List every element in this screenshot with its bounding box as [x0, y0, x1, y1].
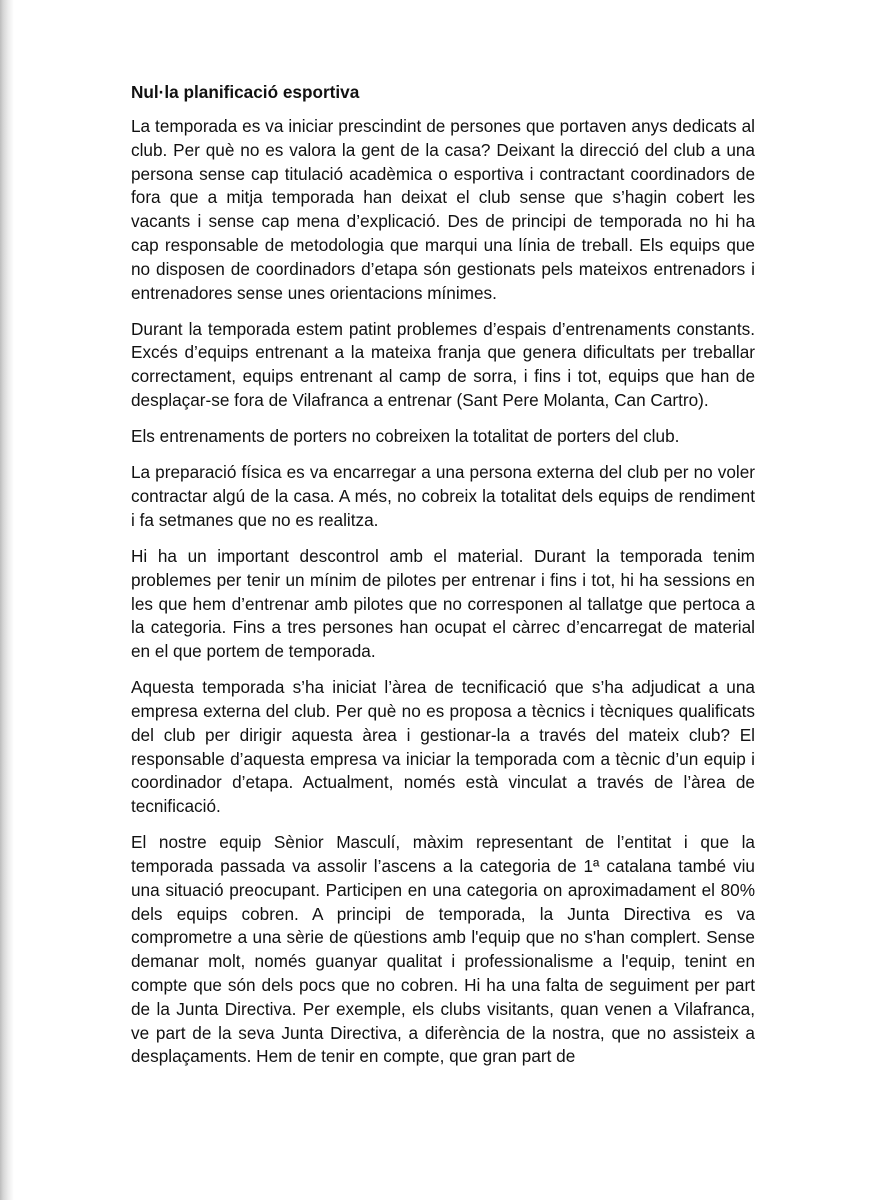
paragraph-physical-prep: La preparació física es va encarregar a una persona externa del club per no voler contractar algú de la casa. A més, no cobreix la totalitat dels equips de rendiment i fa setmanes que no es realitza. [131, 462, 755, 530]
document-body [131, 80, 755, 1082]
paragraph-training-spaces: Durant la temporada estem patint problemes d’espais d’entrenaments constants. Excés d’equips entrenant a la mateixa franja que genera dificultats per treballar correctament, equips entrenant al camp de sorra, i fins i tot, equips que han de desplaçar-se fora de Vilafranca a entrenar (Sant Pere Molanta, Can Cartro). [131, 318, 755, 411]
paragraph-staff: La temporada es va iniciar prescindint de persones que portaven anys dedicats al club. Per què no es valora la gent de la casa? Deixant la direcció del club a una persona sense cap titulació acadèmica o esportiva i contractant coordinadors de fora que a mitja temporada han deixat el club sense que s’hagin cobert les vacants i sense cap mena d’explicació. Des de principi de temporada no hi ha cap responsable de metodologia que marqui una línia de treball. Els equips que no disposen de coordinadors d’etapa són gestionats pels mateixos entrenadors i entrenadores sense unes orientacions mínimes. [131, 116, 755, 303]
paragraph-goalkeepers: Els entrenaments de porters no cobreixen la totalitat de porters del club. [131, 426, 680, 447]
paragraph-senior-team: El nostre equip Sènior Masculí, màxim representant de l’entitat i que la temporada passada va assolir l’ascens a la categoria de 1ª catalana també viu una situació preocupant. Participen en una categoria on aproximadament el 80% dels equips cobren. A principi de temporada, la Junta Directiva es va comprometre a una sèrie de qüestions amb l'equip que no s'han complert. Sense demanar molt, només guanyar qualitat i professionalisme a l'equip, tenint en compte que són dels pocs que no cobren. Hi ha una falta de seguiment per part de la Junta Directiva. Per exemple, els clubs visitants, quan venen a Vilafranca, ve part de la seva Junta Directiva, a diferència de la nostra, que no assisteix a desplaçaments. Hem de tenir en compte, que gran part de [131, 832, 755, 1067]
page-left-shadow [0, 0, 14, 1200]
document-title: Nul·la planificació esportiva [131, 82, 360, 102]
paragraph-material: Hi ha un important descontrol amb el material. Durant la temporada tenim problemes per tenir un mínim de pilotes per entrenar i fins i tot, hi ha sessions en les que hem d’entrenar amb pilotes que no corresponen al tallatge que pertoca a la categoria. Fins a tres persones han ocupat el càrrec d’encarregat de material en el que portem de temporada. [131, 545, 755, 662]
paragraph-tecnification: Aquesta temporada s’ha iniciat l’àrea de tecnificació que s’ha adjudicat a una empresa externa del club. Per què no es proposa a tècnics i tècniques qualificats del club per dirigir aquesta àrea i gestionar-la a través del mateix club? El responsable d’aquesta empresa va iniciar la temporada com a tècnic d’un equip i coordinador d’etapa. Actualment, només està vinculat a través de l’àrea de tecnificació. [131, 677, 755, 817]
page-edge [14, 0, 16, 1200]
